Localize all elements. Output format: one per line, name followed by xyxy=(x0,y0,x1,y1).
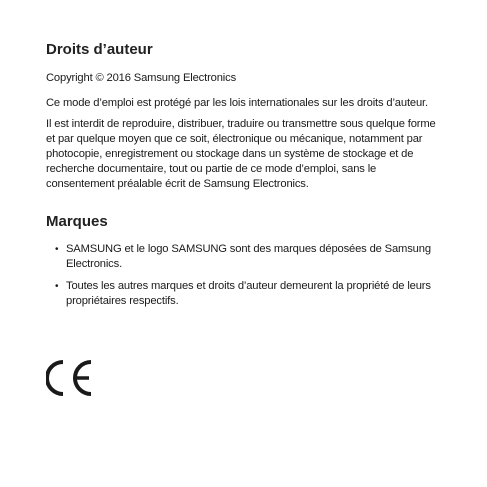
bullet-icon: • xyxy=(55,244,59,255)
list-item-text: SAMSUNG et le logo SAMSUNG sont des marques déposées de Samsung Electronics. xyxy=(66,243,431,270)
list-item-text: Toutes les autres marques et droits d’auteur demeurent la propriété de leurs propriétaires respectifs. xyxy=(66,280,431,307)
document-page xyxy=(46,41,446,316)
prohibition-paragraph: Il est interdit de reproduire, distribuer, traduire ou transmettre sous quelque forme et par quelque moyen que ce soit, électronique ou mécanique, notamment par photocopie, enregistrement ou stockage dans un système de stockage et de recherche documentaire, tout ou partie de ce mode d’emploi, sans le consentement préalable écrit de Samsung Electronics. xyxy=(46,118,436,190)
trademarks-section xyxy=(46,213,446,309)
list-item xyxy=(46,279,446,309)
trademarks-title: Marques xyxy=(46,213,108,230)
protection-paragraph: Ce mode d’emploi est protégé par les lois internationales sur les droits d’auteur. xyxy=(46,97,428,109)
ce-mark-icon xyxy=(46,360,106,396)
trademarks-list xyxy=(46,242,446,309)
list-item xyxy=(46,242,446,272)
copyright-section xyxy=(46,41,446,192)
copyright-line: Copyright © 2016 Samsung Electronics xyxy=(46,72,237,84)
bullet-icon: • xyxy=(55,281,59,292)
copyright-title: Droits d’auteur xyxy=(46,41,153,58)
